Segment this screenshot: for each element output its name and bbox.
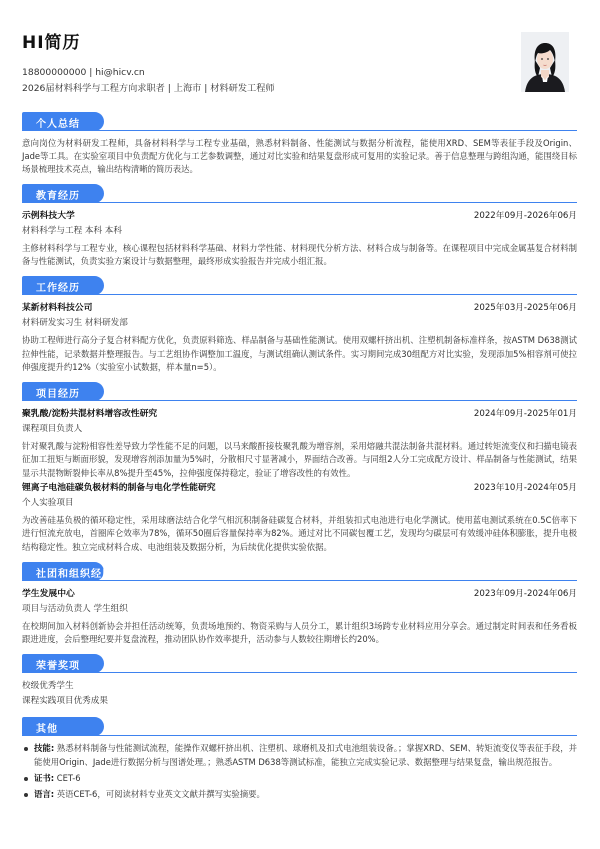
section-header — [22, 276, 577, 295]
entry-description: 主修材料科学与工程专业，核心课程包括材料科学基础、材料力学性能、材料现代分析方法、材料合成与制备等。在课程项目中完成金属基复合材料制备与性能测试，负责实验方案设计与数据整理，最终形成实验报告并完成小组汇报。 — [22, 242, 577, 266]
entry-description: 为改善硅基负极的循环稳定性，采用球磨法结合化学气相沉积制备硅碳复合材料，并组装扣式电池进行电化学测试。使用蓝电测试系统在0.5C倍率下进行恒流充放电，首圈库仑效率为78%，循环50圈后容量保持率为82%。通过对比不同碳包覆工艺，发现均匀碳层可有效缓冲硅体积膨胀，提升电极结构稳定性。独立完成材料合成、电池组装及数据分析，为后续优化提供实验依据。 — [22, 514, 577, 552]
education-section — [22, 184, 577, 269]
entry-subtitle: 材料科学与工程 本科 本科 — [22, 225, 122, 236]
entry-description: 协助工程师进行高分子复合材料配方优化，负责原料筛选、样品制备与基础性能测试。使用双螺杆挤出机、注塑机制备标准样条，按ASTM D638测试拉伸性能，记录数据并整理报告。与工艺组协作调整加工温度，与测试组确认测试条件。实习期间完成30组配方对比实验，发现添加5%相容剂可使拉伸强度提升约12%（实验室小试数据，样本量n=5）。 — [22, 335, 577, 372]
project-name: 聚乳酸/淀粉共混材料增容改性研究 — [22, 409, 158, 420]
list-item — [22, 772, 577, 785]
entry-date: 2022年09月-2026年06月 — [473, 210, 577, 221]
section-divider — [22, 130, 577, 131]
entry-subtitle: 材料研发实习生 材料研发部 — [22, 318, 128, 329]
project-entry — [22, 481, 577, 554]
item-label: 技能: — [34, 743, 55, 754]
organization-entry — [22, 587, 577, 647]
summary-section — [22, 112, 577, 177]
education-entry — [22, 209, 577, 269]
avatar-portrait-icon — [521, 32, 569, 92]
entry-date: 2023年09月-2024年06月 — [473, 588, 577, 599]
section-divider — [22, 580, 577, 581]
work-entry — [22, 301, 577, 374]
award-item: 课程实践项目优秀成果 — [22, 696, 108, 707]
candidate-name: HI简历 — [22, 33, 81, 53]
item-text: 熟悉材料制备与性能测试流程，能操作双螺杆挤出机、注塑机、球磨机及扣式电池组装设备。；掌握XRD、SEM、转矩流变仪等表征手段，并能使用Origin、Jade进行数据分析与图谱处理。；熟悉ASTM D638等测试标准，能独立完成实验记录、数据整理与结果复盘，输出规范报告。 — [34, 743, 578, 767]
entry-subtitle: 项目与活动负责人 学生组织 — [22, 603, 128, 614]
section-title: 其他 — [36, 724, 58, 736]
entry-date: 2023年10月-2024年05月 — [473, 482, 577, 493]
organization-section — [22, 562, 577, 647]
list-item — [22, 742, 577, 769]
item-text: CET-6 — [56, 773, 81, 784]
section-header — [22, 184, 577, 203]
award-item: 校级优秀学生 — [22, 681, 74, 692]
projects-section — [22, 382, 577, 554]
entry-description: 针对聚乳酸与淀粉相容性差导致力学性能不足的问题，以马来酸酐接枝聚乳酸为增容剂，采用熔融共混法制备共混材料。通过转矩流变仪和扫描电镜表征加工扭矩与断面形貌，发现增容剂添加量为5%时，分散相尺寸显著减小，界面结合改善。与同组2人分工完成配方设计、样品制备与性能测试，结果显示共混物断裂伸长率从8%提升至45%，拉伸强度保持稳定，验证了增容改性的有效性。 — [22, 441, 577, 478]
section-title: 社团和组织经历 — [36, 568, 113, 580]
section-divider — [22, 202, 577, 203]
resume-header — [22, 28, 492, 96]
section-title: 教育经历 — [36, 190, 80, 202]
section-title: 个人总结 — [36, 119, 80, 130]
entry-subtitle: 课程项目负责人 — [22, 424, 83, 435]
section-header — [22, 112, 577, 131]
other-list — [22, 742, 577, 801]
item-label: 证书: — [34, 773, 55, 784]
section-header — [22, 382, 577, 401]
resume-content — [22, 112, 577, 805]
section-divider — [22, 400, 577, 401]
section-divider — [22, 672, 577, 673]
entry-subtitle: 个人实验项目 — [22, 497, 74, 508]
summary-text: 意向岗位为材料研发工程师，具备材料科学与工程专业基础，熟悉材料制备、性能测试与数据分析流程，能使用XRD、SEM等表征手段及Origin、Jade等工具。在实验室项目中负责配方优化与工艺参数调整，通过对比实验和结果复盘形成可复用的实验记录。善于信息整理与跨组沟通，能围绕目标场景梳理技术亮点，输出结构清晰的简历表达。 — [22, 138, 577, 175]
section-title: 荣誉奖项 — [36, 661, 80, 673]
section-divider — [22, 735, 577, 736]
entry-description: 在校期间加入材料创新协会并担任活动统筹，负责场地预约、物资采购与人员分工，累计组织3场跨专业材料应用分享会。通过制定时间表和任务看板跟进进度，会后整理纪要并复盘流程，推动团队协作效率提升，活动参与人数较往期增长约20%。 — [22, 620, 577, 645]
item-text: 英语CET-6，可阅读材料专业英文文献并撰写实验摘要。 — [56, 789, 265, 800]
section-title: 项目经历 — [36, 389, 80, 401]
section-header — [22, 562, 577, 581]
entry-date: 2025年03月-2025年06月 — [473, 303, 577, 314]
section-header-bar — [22, 717, 104, 736]
other-section — [22, 717, 577, 801]
item-label: 语言: — [34, 789, 55, 800]
entry-date: 2024年09月-2025年01月 — [473, 409, 577, 420]
work-section — [22, 276, 577, 374]
list-item — [22, 788, 577, 801]
project-name: 锂离子电池硅碳负极材料的制备与电化学性能研究 — [22, 482, 216, 493]
organization-name: 学生发展中心 — [22, 588, 75, 599]
section-header — [22, 717, 577, 736]
project-entry — [22, 407, 577, 480]
awards-section — [22, 654, 577, 709]
job-intent-line: 2026届材料科学与工程方向求职者 | 上海市 | 材料研发工程师 — [22, 83, 275, 94]
profile-photo — [521, 32, 569, 92]
company-name: 某新材料科技公司 — [22, 303, 93, 314]
section-divider — [22, 294, 577, 295]
section-title: 工作经历 — [36, 283, 80, 295]
school-name: 示例科技大学 — [22, 210, 75, 221]
section-header — [22, 654, 577, 673]
contact-line: 18800000000 | hi@hicv.cn — [22, 67, 145, 78]
